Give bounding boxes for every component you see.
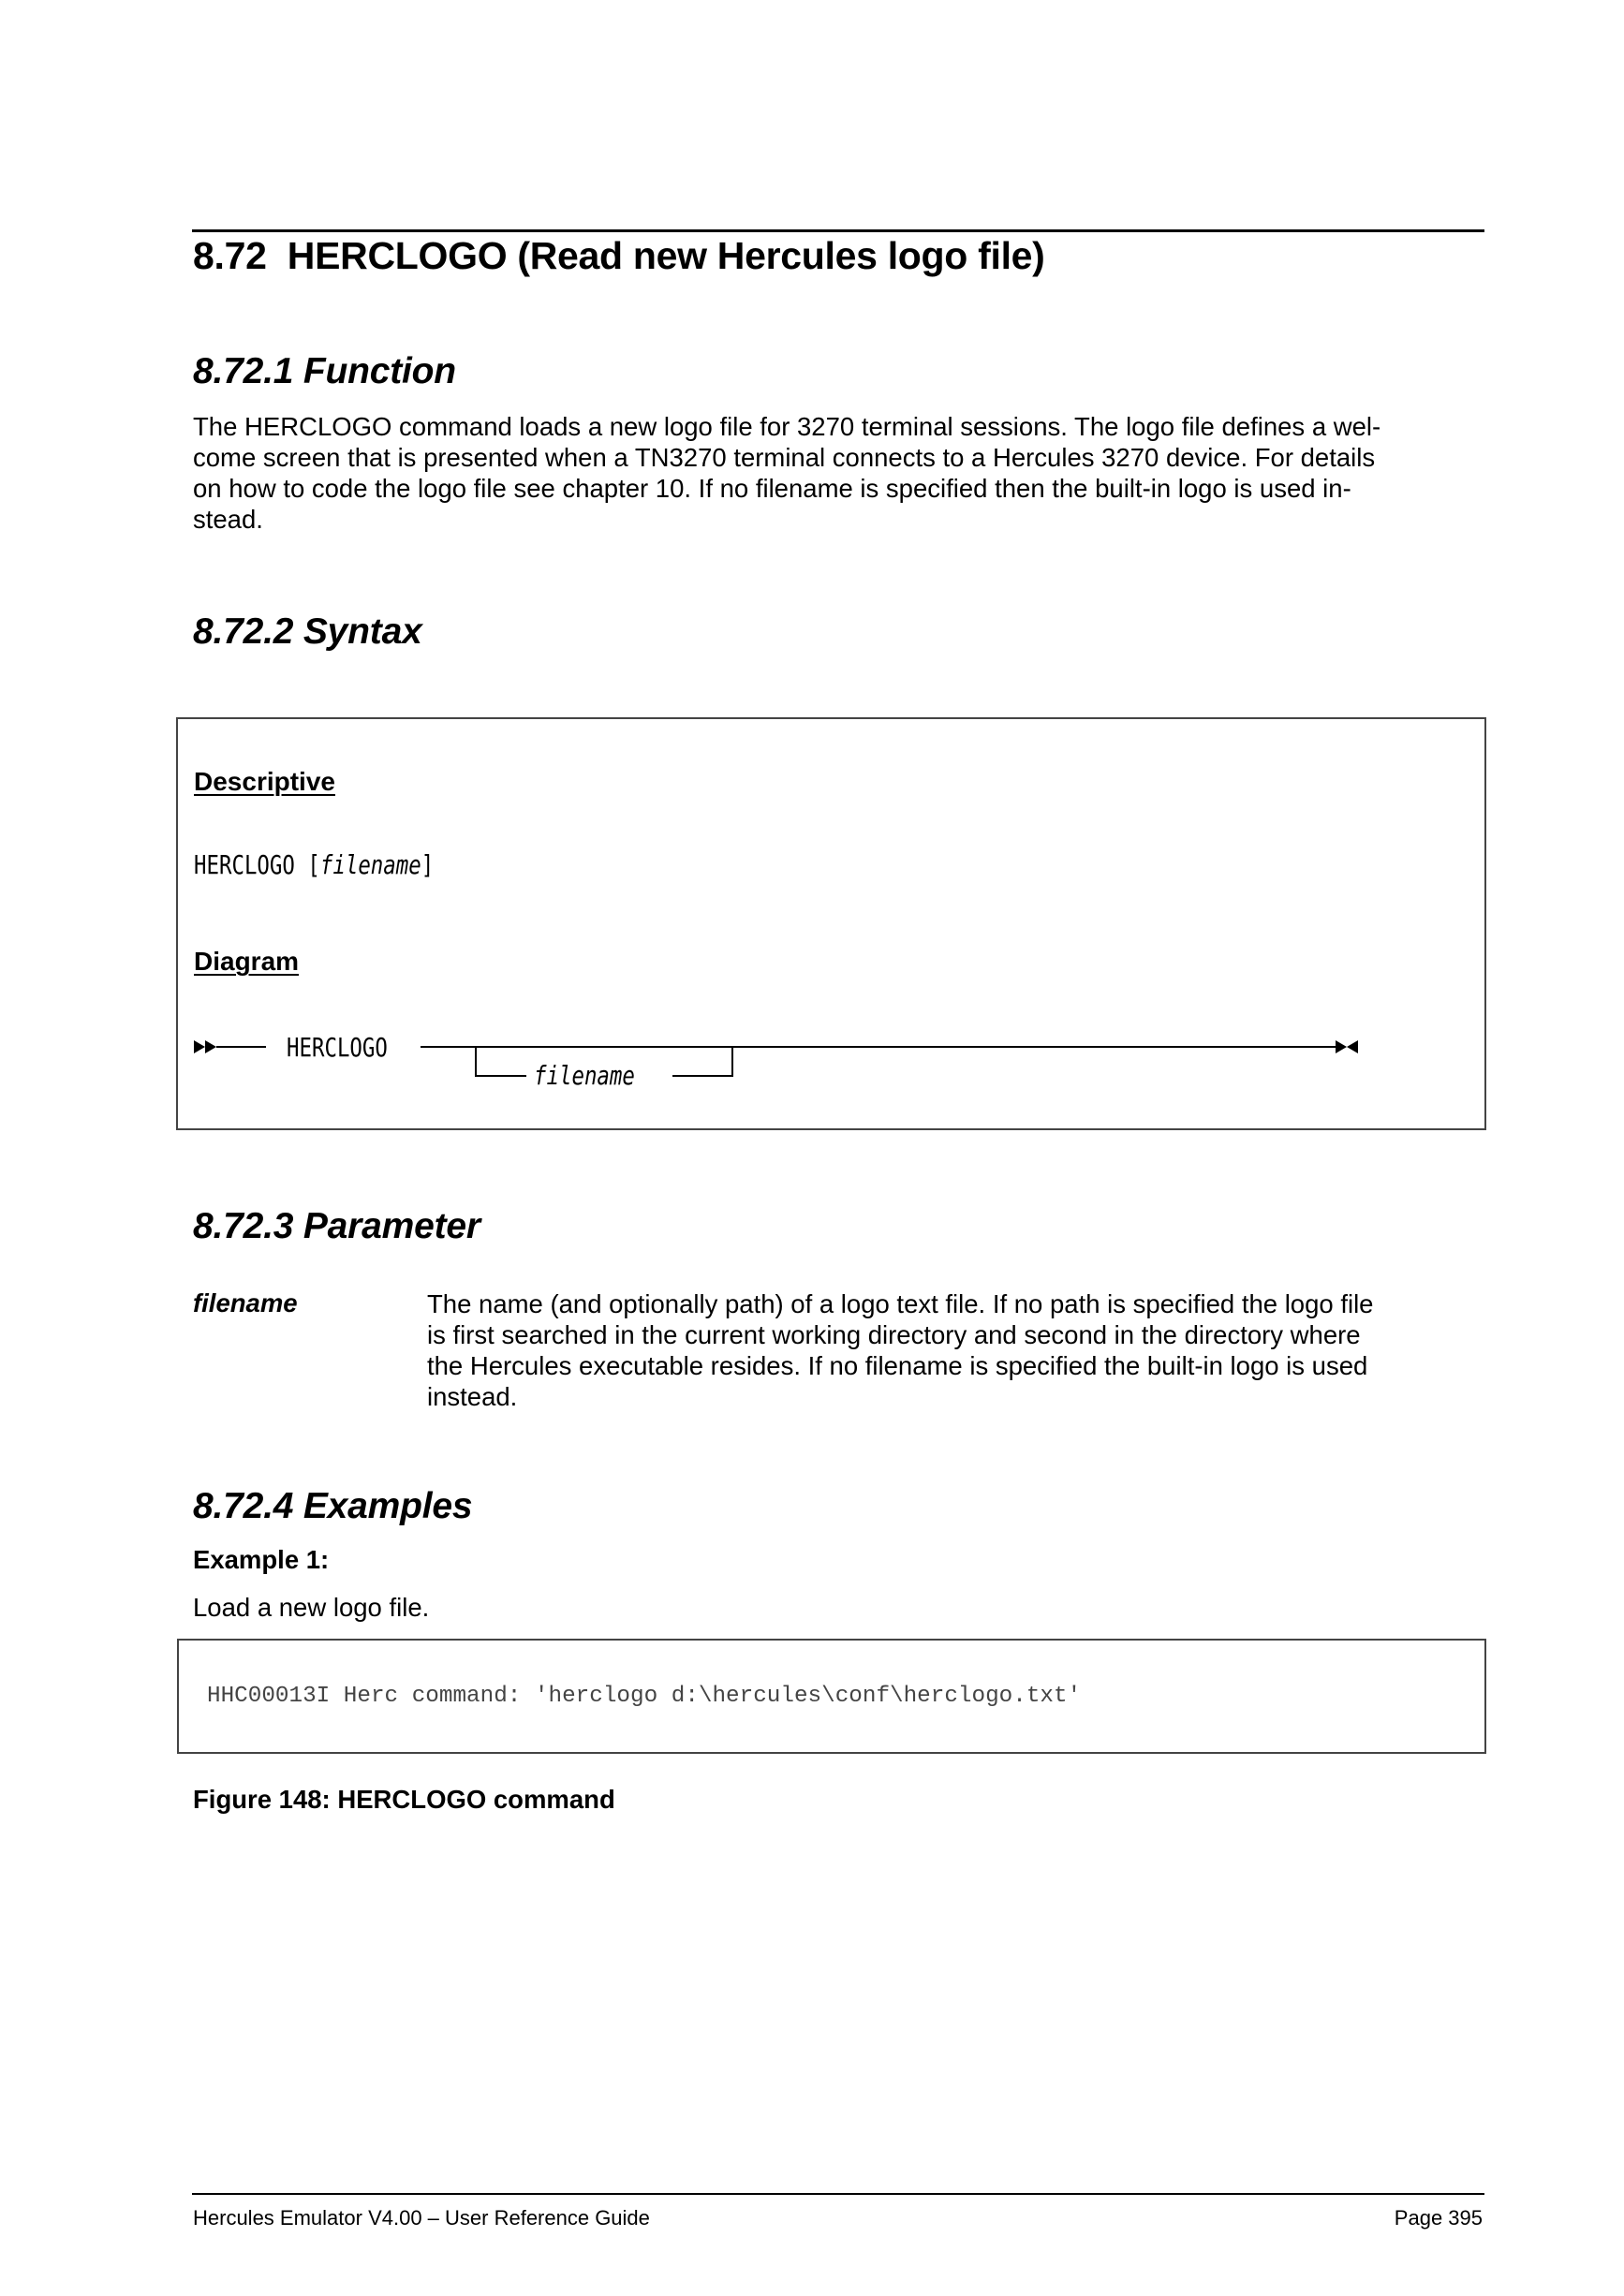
diagram-branch-right [672, 1047, 732, 1076]
param-name: filename [193, 1288, 298, 1317]
diagram-optional-param: filename [534, 1060, 635, 1091]
descriptive-label: Descriptive [194, 767, 335, 796]
descriptive-syntax [194, 849, 434, 880]
syntax-box [176, 717, 1486, 1130]
param-description-line: is first searched in the current working directory and second in the directory where [427, 1320, 1361, 1349]
examples-heading: 8.72.4 Examples [193, 1486, 473, 1526]
footer-title: Hercules Emulator V4.00 – User Reference Guide [193, 2206, 650, 2230]
function-heading: 8.72.1 Function [193, 351, 456, 391]
figure-caption: Figure 148: HERCLOGO command [193, 1785, 615, 1814]
end-arrow-icon [1336, 1040, 1347, 1053]
example-title: Example 1: [193, 1545, 330, 1574]
page-number: Page 395 [1394, 2206, 1483, 2230]
descriptive-param: filename [319, 849, 421, 880]
param-description-line: instead. [427, 1382, 518, 1411]
parameter-heading: 8.72.3 Parameter [193, 1206, 480, 1246]
section-number: 8.72 [193, 234, 267, 277]
diagram-branch-left [476, 1047, 526, 1076]
start-arrow-icon [194, 1040, 205, 1053]
param-description-line: the Hercules executable resides. If no filename is specified the built-in logo is used [427, 1351, 1368, 1380]
example-code-box [177, 1639, 1486, 1754]
syntax-heading: 8.72.2 Syntax [193, 611, 422, 652]
param-description [427, 1288, 1373, 1412]
function-paragraph [193, 411, 1485, 535]
function-line: come screen that is presented when a TN3270 terminal connects to a Hercules 3270 device. For details [193, 443, 1376, 472]
function-line: stead. [193, 505, 263, 534]
section-title [193, 234, 1045, 278]
param-description-line: The name (and optionally path) of a logo text file. If no path is specified the logo file [427, 1289, 1374, 1318]
section-title-text: HERCLOGO (Read new Hercules logo file) [287, 234, 1045, 277]
example-description: Load a new logo file. [193, 1593, 430, 1622]
descriptive-command: HERCLOGO [ [194, 849, 320, 880]
header-rule [192, 229, 1484, 232]
diagram-label: Diagram [194, 947, 300, 976]
end-arrow-icon [1347, 1040, 1358, 1053]
descriptive-close: ] [421, 849, 435, 880]
function-line: The HERCLOGO command loads a new logo file for 3270 terminal sessions. The logo file defines a wel- [193, 412, 1381, 441]
function-line: on how to code the logo file see chapter 10. If no filename is specified then the built-in logo is used in- [193, 474, 1351, 503]
footer-rule [192, 2193, 1484, 2195]
example-code: HHC00013I Herc command: 'herclogo d:\hercules\conf\herclogo.txt' [207, 1684, 1082, 1709]
diagram-keyword: HERCLOGO [287, 1032, 388, 1063]
start-arrow-icon [205, 1040, 216, 1053]
